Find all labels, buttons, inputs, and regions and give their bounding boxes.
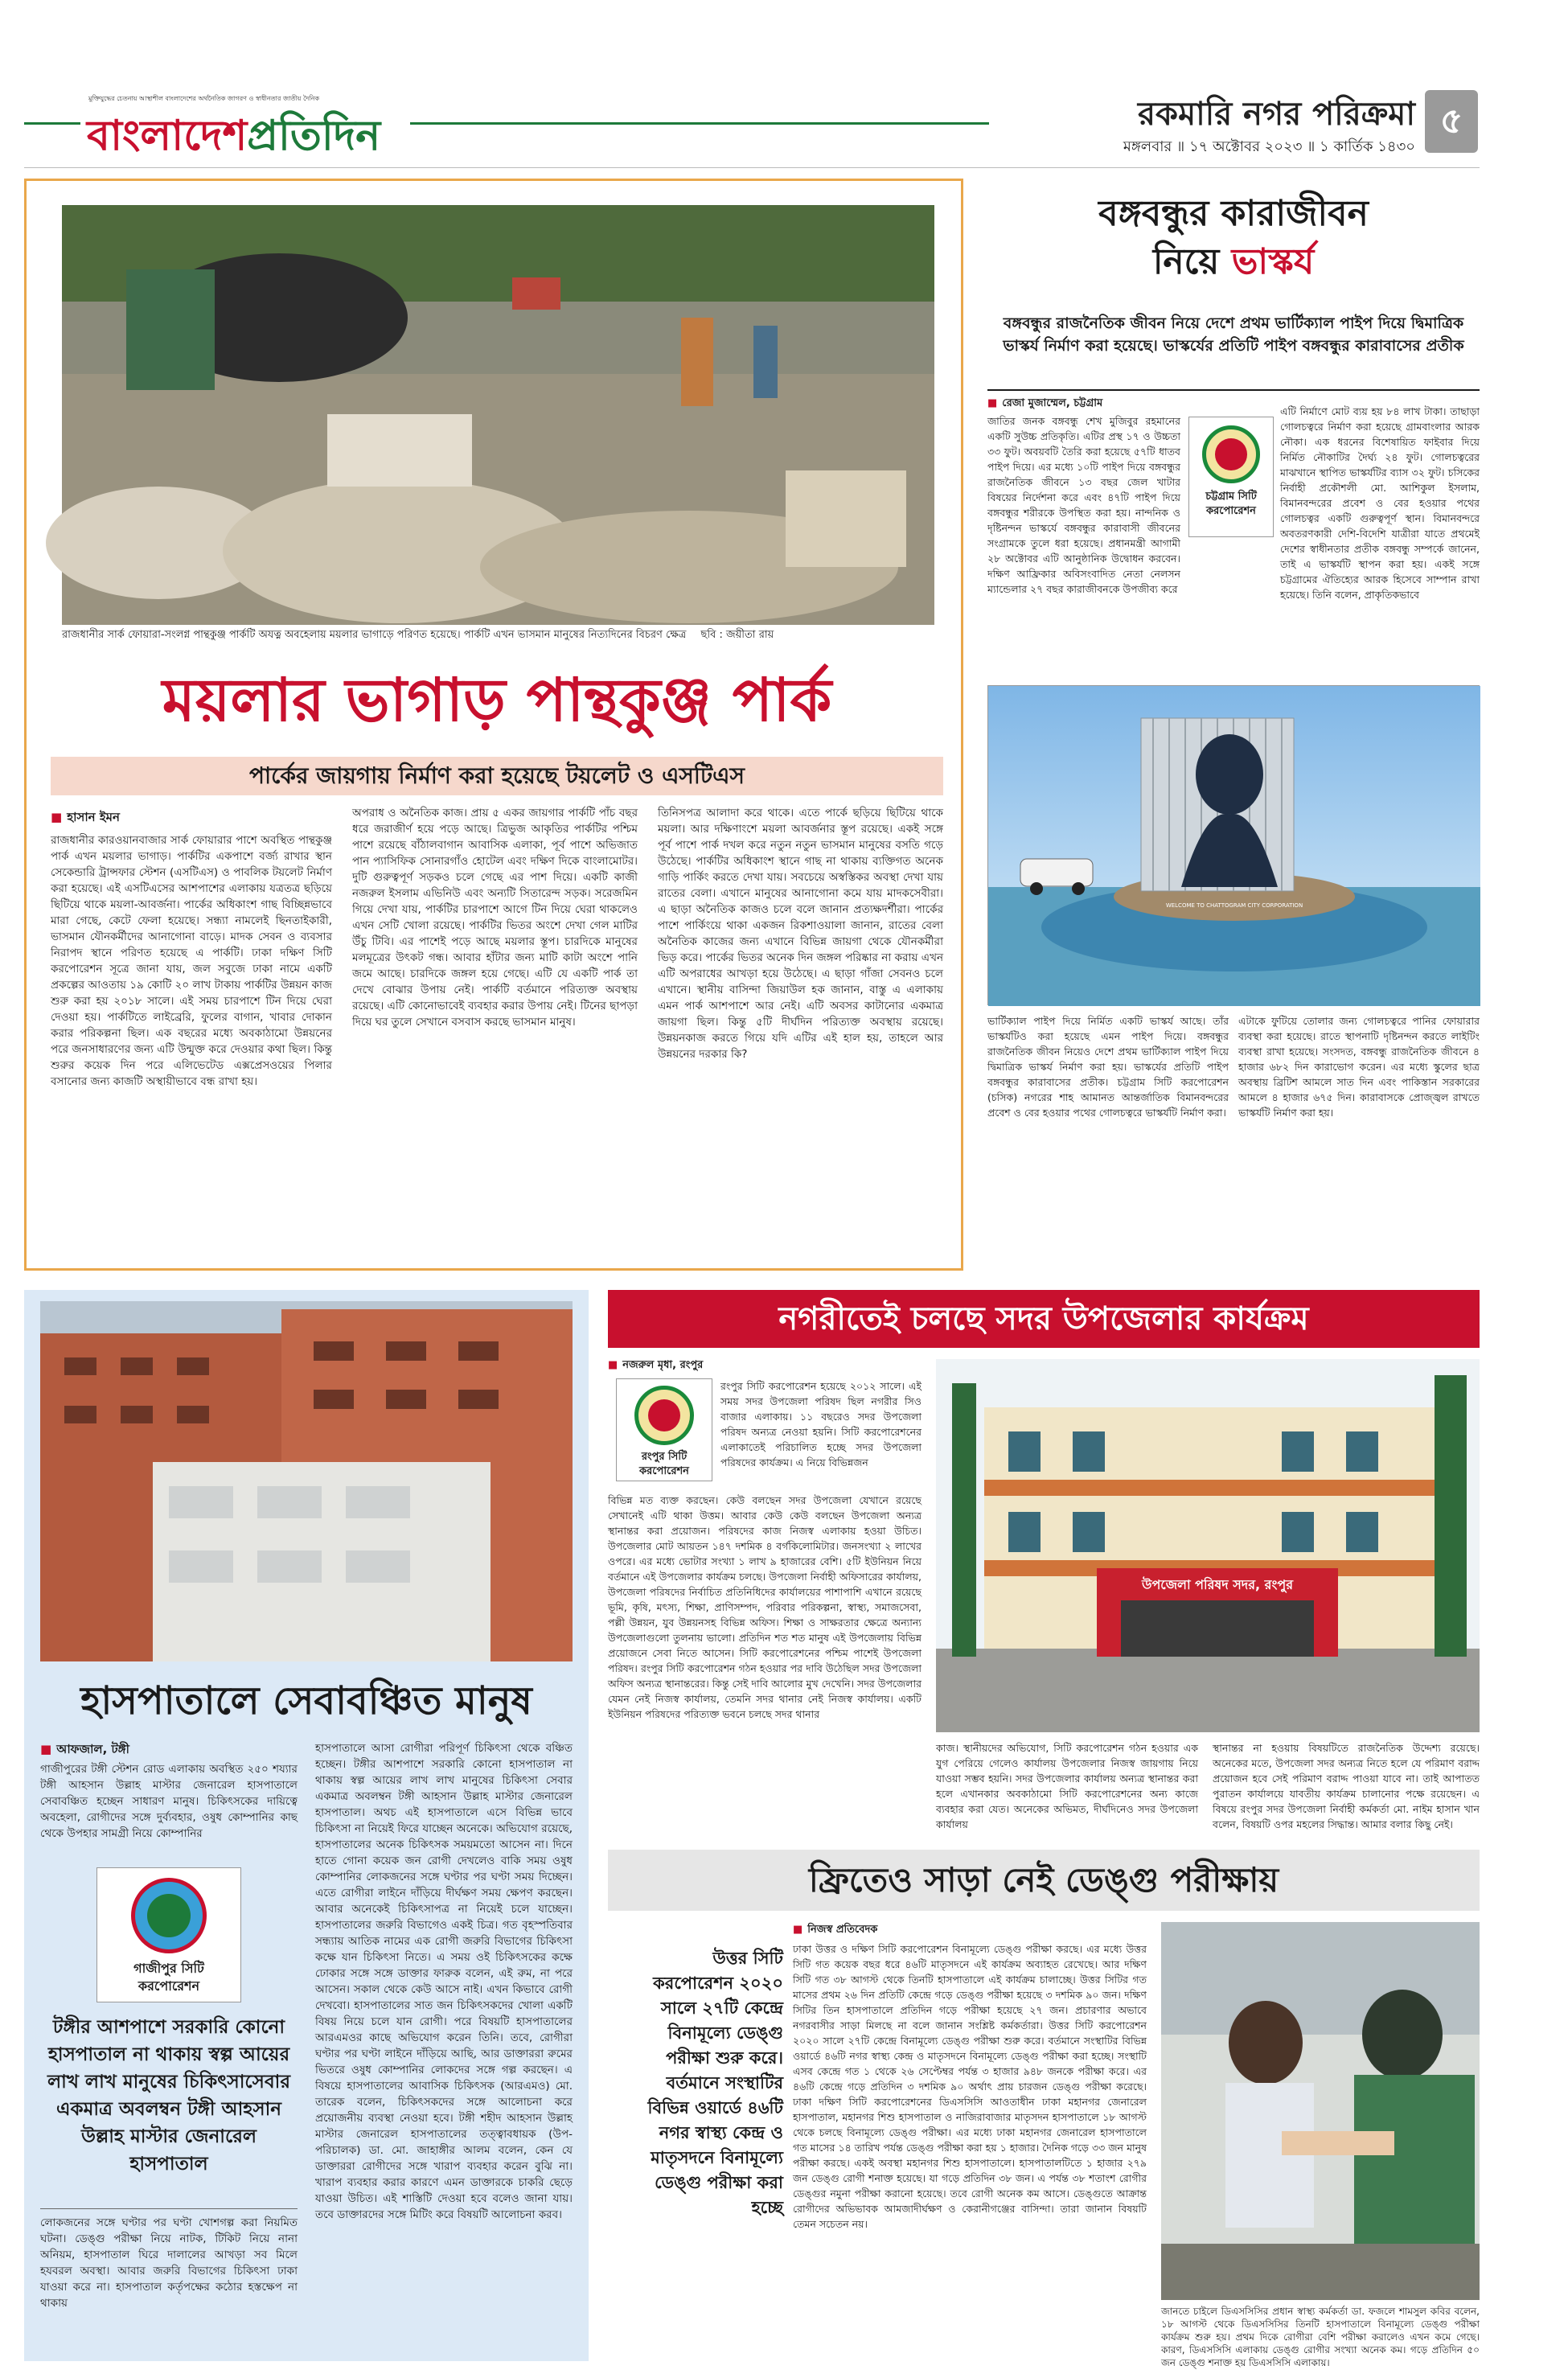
photo-credit: ছবি : জয়ীতা রায়	[700, 629, 774, 641]
dengue-photo-caption: জানতে চাইলে ডিএসসিসির প্রধান স্বাস্থ্য কর্মকর্তা ডা. ফজলে শামসুল কবির বলেন, ১৮ আগস্ট থেকে ডিএসসিসির তিনটি হাসপাতালে বিনামূল্যে ডেঙ্গু পরীক্ষা কার্যক্রম শুরু হয়। প্রথম দিকে রোগীরা বেশি পরীক্ষা করালেও এখন কমে গেছে। কারণ, ডিএসসিসি এলাকায় ডেঙ্গু রোগীর সংখ্যা অনেক কম। গড়ে প্রতিদিন ৫০ জন ডেঙ্গু শনাক্ত হয় ডিএসসিসি এলাকায়।	[1161, 2306, 1480, 2368]
byline-bullet: ■	[51, 810, 63, 824]
byline-bullet: ■	[608, 1359, 618, 1371]
dengue-byline	[793, 1922, 1034, 1939]
sculpture-column-3: ভার্টিক্যাল পাইপ দিয়ে নির্মিত একটি ভাস্কর্য আছে। তাঁর ভাস্কর্যটিও করা হয়েছে এমন পাইপ দিয়ে। বঙ্গবন্ধুর রাজনৈতিক জীবন নিয়েও দেশে প্রথম ভার্টিক্যাল পাইপ দিয়ে দ্বিমাত্রিক ভাস্কর্য নির্মাণ করা হয়। ভাস্কর্যের প্রতিটি পাইপ বঙ্গবন্ধুর কারাবাসের প্রতীক। চট্টগ্রাম সিটি করপোরেশন (চসিক) নগরের শাহ আমানত আন্তর্জাতিক বিমানবন্দরের প্রবেশ ও বের হওয়ার পথের গোলচত্বরে ভাস্কর্যটি নির্মাণ করা।	[987, 1015, 1229, 1119]
city-emblem-icon	[131, 1878, 207, 1953]
logo-part1: বাংলাদেশ	[87, 111, 248, 160]
park-author: হাসান ইমন	[67, 810, 120, 824]
caption-text: রাজধানীর সার্ক ফোয়ারা-সংলগ্ন পান্থকুঞ্জ পার্কটি অযত্ন অবহেলায় ময়লার ভাগাড়ে পরিণত হয়েছে। পার্কটি এখন ভাসমান মানুষের নিত্যদিনের বিচরণ ক্ষেত্র	[62, 629, 687, 641]
dengue-test-photo	[1161, 1922, 1480, 2300]
headline-word-bhaskorjo: ভাস্কর্য	[1231, 241, 1315, 282]
sculpture-byline	[987, 396, 1229, 413]
chattogram-city-logo	[1188, 417, 1274, 537]
sculpture-author: রেজা মুজাম্মেল, চট্টগ্রাম	[1002, 397, 1103, 409]
date-line: মঙ্গলবার ॥ ১৭ অক্টোবর ২০২৩ ॥ ১ কার্তিক ১৪৩০	[1123, 138, 1415, 155]
section-title: রকমারি নগর পরিক্রমা	[1137, 96, 1415, 133]
rangpur-logo-label: রংপুর সিটি করপোরেশন	[639, 1451, 689, 1477]
upazila-headline: নগরীতেই চলছে সদর উপজেলার কার্যক্রম	[778, 1300, 1309, 1337]
park-photo-caption	[62, 628, 934, 646]
dengue-photo-graphic	[1161, 1922, 1480, 2300]
park-column-2: অপরাধ ও অনৈতিক কাজ। প্রায় ৫ একর জায়গার পার্কটি পাঁচ বছর ধরে জরাজীর্ণ হয়ে পড়ে আছে। ত্রিভুজ আকৃতির পার্কটির পশ্চিম পাশে রয়েছে বাঁঠালবাগান আবাসিক এলাকা, পূর্ব পাশে অভিজাত পান প্যাসিফিক সোনারগাঁও হোটেল এবং দক্ষিণ দিকে বাংলামোটর। দুটি গুরুত্বপূর্ণ সড়কও চলে গেছে এর পাশ দিয়ে। একটি কাজী নজরুল ইসলাম এভিনিউ এবং অন্যটি সিতারেন্দ সড়ক। সরেজমিন গিয়ে দেখা যায়, পার্কটির চারপাশে আগে টিন দিয়ে ঘেরা থাকলেও এখন সেটি খোলা রয়েছে। পার্কটির ভিতর অংশে দেখা গেল মাটির উঁচু টিবি। এর পাশেই পড়ে আছে ময়লার স্তূপ। চারদিকে মানুষের মলমূত্রের উৎকট গন্ধ। আবার হাঁটার জন্য মাটি কাটা অংশে পানি জমে আছে। চারদিকে জঙ্গল হয়ে গেছে। এটি যে একটি পার্ক তা দেখে বোঝার উপায় নেই। পার্কটি বর্তমানে পরিত্যক্ত অবস্থায় রয়েছে। এটি কোনোভাবেই ব্যবহার করার উপায় নেই। টিনের ছাপড়া দিয়ে ঘর তুলে সেখানে বসবাস করছে ভাসমান মানুষ।	[352, 807, 638, 1029]
hospital-byline	[40, 1740, 298, 1760]
logo-part2: প্রতিদিন	[247, 111, 381, 160]
upazila-column-1: বিভিন্ন মত ব্যক্ত করছেন। কেউ বলছেন সদর উপজেলা যেখানে রয়েছে সেখানেই এটি থাকা উত্তম। আবার কেউ কেউ বলছেন উপজেলা অন্যত্র স্থানান্তর করা প্রয়োজন। পরিষদের কাজ নিজস্ব এলাকায় হওয়া উচিত। উপজেলার মোট আয়তন ১৪৭ দশমিক ৪ বর্গকিলোমিটার। জনসংখ্যা ২ লাখের ওপরে। এর মধ্যে ভোটার সংখ্যা ১ লাখ ৯ হাজারের বেশি। ৫টি ইউনিয়ন নিয়ে বর্তমানে এই উপজেলার কার্যক্রম চলছে। উপজেলা নির্বাহী অফিসারের কার্যালয়, উপজেলা পরিষদের নির্বাচিত প্রতিনিধিদের কার্যালয়ের পাশাপাশি এখানে রয়েছে ভূমি, কৃষি, মৎস্য, শিক্ষা, প্রাণিসম্পদ, পরিবার পরিকল্পনা, স্বাস্থ্য, সমাজসেবা, পল্লী উন্নয়ন, যুব উন্নয়নসহ বিভিন্ন অফিস। শিক্ষা ও সাক্ষরতার ক্ষেত্রে অন্যান্য উপজেলাগুলো তুলনায় ভালো। প্রতিদিন শত শত মানুষ এই উপজেলায় বিভিন্ন প্রয়োজনে সেবা নিতে আসেন। সিটি করপোরেশনের পশ্চিম পাশেই উপজেলা পরিষদ। রংপুর সিটি করপোরেশন গঠন হওয়ার পর দাবি উঠেছিল সদর উপজেলা অফিস অন্যত্র স্থানান্তরের। কিন্তু সেই দাবি আলোর মুখ দেখেনি। সদর উপজেলার যেমন নেই নিজস্ব কার্যালয়, তেমনি সদর থানার নেই নিজস্ব কার্যালয়। একটি ইউনিয়ন পরিষদের পরিত্যক্ত ভবনে চলছে সদর থানার	[608, 1494, 922, 1720]
article-sculpture	[987, 179, 1480, 1271]
sculpture-column-1: জাতির জনক বঙ্গবন্ধু শেখ মুজিবুর রহমানের একটি সুউচ্চ প্রতিকৃতি। এটির প্রস্থ ১৭ ও উচ্চতা ৩৩ ফুট। অবয়বটি তৈরি করা হয়েছে ৫৭টি ধাতব পাইপ দিয়ে। এর মধ্যে ১০টি পাইপ দিয়ে বঙ্গবন্ধুর রাজনৈতিক জীবনে ১৩ বছর জেল খাটার বিষয়ের নির্দেশনা করে এবং ৪৭টি পাইপ দিয়ে বঙ্গবন্ধুর শরীরকে উপস্থিত করা হয়। নান্দনিক ও দৃষ্টিনন্দন ভাস্কর্যে বঙ্গবন্ধুর কারাবাসী জীবনের সংগ্রামকে তুলে ধরা হয়েছে। প্রধানমন্ত্রী আগামী ২৮ অক্টোবর এটি আনুষ্ঠানিক উদ্বোধন করবেন। দক্ষিণ আফ্রিকার অবিসংবাদিত নেতা নেলসন ম্যান্ডেলার ২৭ বছর কারাজীবনকে উপজীব্য করে	[987, 415, 1180, 595]
article-upazila	[608, 1290, 1480, 1837]
park-column-3: তিনিসপত্র আলাদা করে থাকে। এতে পার্কে ছড়িয়ে ছিটিয়ে থাকে ময়লা। আর দক্ষিণাংশে ময়লা আবর্জনার স্তূপ রয়েছে। একই সঙ্গে পূর্ব পাশে পার্ক দখল করে নতুন নতুন ভাসমান মানুষের বসতি গড়ে উঠেছে। পার্কটির অধিকাংশ স্থানে গাছ না থাকায় ব্যক্তিগত অনেক গাড়ি পার্কিং করতে দেখা যায়। সবচেয়ে অস্বস্তিকর অবস্থা দেখা যায় রাতের বেলা। এখানে মানুষের আনাগোনা কমে যায় মাদকসেবীরা। এ ছাড়া অনৈতিক কাজও চলে বলে জানান প্রত্যক্ষদর্শীরা। পার্কের পাশে পার্কিংয়ে থাকা একজন রিকশাওয়ালা জানান, রাতের বেলা অনৈতিক কাজের জন্য এখানে বিভিন্ন জায়গা থেকে যৌনকর্মীরা ভিড় করে। পার্কের ভিতর অনেক দিন জঙ্গল পরিষ্কার না করায় এখন এটি অপরাধের আখড়া হয়ে উঠেছে। এ ছাড়া গাঁজা সেবনও চলে এখানে। স্থানীয় বাসিন্দা জিয়াউল হক জানান, বাস্তু এ এলাকায় এমন পার্ক আশপাশে আর নেই। এটি অবসর কাটানোর একমাত্র জায়গা ছিল। কিন্তু ৫টি দীর্ঘদিন পরিত্যক্ত অবস্থায় রয়েছে। উন্নয়নকাজ করতে গিয়ে যদি এটির এই হাল হয়, তাহলে আর উন্নয়নের দরকার কি?	[658, 807, 943, 1061]
park-garbage-photo	[62, 205, 934, 625]
byline-bullet: ■	[40, 1742, 52, 1756]
upazila-column-2: কাজ। স্থানীয়দের অভিযোগ, সিটি করপোরেশন গঠন হওয়ার এক যুগ পেরিয়ে গেলেও কার্যালয় উপজেলার নিজস্ব জায়গায় নিয়ে যাওয়া সম্ভব হয়নি। সদর উপজেলার কার্যালয় অন্যত্র স্থানান্তর করা হলে এখানকার অবকাঠামো সিটি করপোরেশনের অন্য কাজে ব্যবহার করা যেত। অনেকের অভিমত, দীর্ঘদিনেও সদর উপজেলা কার্যালয়	[936, 1742, 1198, 1830]
hospital-column-1-top: গাজীপুরের টঙ্গী স্টেশন রোড এলাকায় অবস্থিত ২৫০ শয্যার টঙ্গী আহসান উল্লাহ মাস্টার জেনারেল হাসপাতালে সেবাবঞ্চিত হচ্ছেন সাধারণ মানুষ। চিকিৎসকের দায়িত্বে অবহেলা, রোগীদের সঙ্গে দুর্ব্যবহার, ওষুধ কোম্পানির কাছ থেকে উপহার সামগ্রী নিয়ে কোম্পানির	[40, 1763, 298, 1840]
gazipur-logo-label: গাজীপুর সিটি করপোরেশন	[133, 1961, 204, 1994]
dengue-author: নিজস্ব প্রতিবেদক	[807, 1924, 878, 1936]
park-headline: ময়লার ভাগাড় পান্থকুঞ্জ পার্ক	[162, 666, 832, 735]
chattogram-logo-label: চট্টগ্রাম সিটি করপোরেশন	[1205, 491, 1257, 517]
page-number: ৫	[1439, 101, 1463, 142]
byline-bullet: ■	[987, 397, 998, 409]
sculpture-rendering-photo	[987, 685, 1480, 1005]
upazila-column-1-top: রংপুর সিটি করপোরেশন হয়েছে ২০১২ সালে। এই সময় সদর উপজেলা পরিষদ ছিল নগরীর সিও বাজার এলাকায়। ১১ বছরেও সদর উপজেলা পরিষদ অন্যত্র নেওয়া হয়নি। সিটি করপোরেশনের এলাকাতেই পরিচালিত হচ্ছে সদর উপজেলা পরিষদের কার্যক্রম। এ নিয়ে বিভিন্নজন	[720, 1380, 922, 1468]
hospital-pullquote: টঙ্গীর আশপাশে সরকারি কোনো হাসপাতাল না থাকায় স্বল্প আয়ের লাখ লাখ মানুষের চিকিৎসাসেবার একমাত্র অবলম্বন টঙ্গী আহসান উল্লাহ মাস্টার জেনারেল হাসপাতাল	[47, 2017, 290, 2175]
sculpture-intro: বঙ্গবন্ধুর রাজনৈতিক জীবন নিয়ে দেশে প্রথম ভার্টিক্যাল পাইপ দিয়ে দ্বিমাত্রিক ভাস্কর্য নির্মাণ করা হয়েছে। ভাস্কর্যের প্রতিটি পাইপ বঙ্গবন্ধুর কারাবাসের প্রতীক	[1003, 314, 1464, 355]
gazipur-city-logo	[96, 1867, 241, 2002]
city-emblem-icon	[1202, 425, 1260, 483]
hospital-building-photo	[40, 1301, 573, 1661]
hospital-headline: হাসপাতালে সেবাবঞ্চিত মানুষ	[80, 1678, 532, 1723]
park-byline	[51, 808, 308, 828]
park-subheadline: পার্কের জায়গায় নির্মাণ করা হয়েছে টয়লেট ও এসটিএস	[249, 762, 745, 789]
sculpture-column-4: এটাকে ফুটিয়ে তোলার জন্য গোলচত্বরে পানির ফোয়ারার ব্যবস্থা করা হয়েছে। রাতে স্থাপনাটি দৃষ্টিনন্দন করতে লাইটিং ব্যবস্থা রাখা হয়েছে। সংসদত, বঙ্গবন্ধু রাজনৈতিক জীবনে ৪ হাজার ৬৮২ দিন কারাভোগ করেন। এর মধ্যে স্কুলের ছাত্র অবস্থায় ব্রিটিশ আমলে সাত দিন এবং পাকিস্তান সরকারের আমলে ৪ হাজার ৬৭৫ দিন। কারাবাসকে প্রোজ্জ্বল রাখতে ভাস্কর্যটি নির্মাণ করা হয়।	[1238, 1015, 1480, 1119]
article-dengue	[608, 1850, 1480, 2368]
dengue-headline-band	[608, 1850, 1480, 1911]
upazila-byline	[608, 1357, 849, 1374]
masthead-rule-right	[410, 122, 989, 125]
upazila-photo-graphic	[936, 1359, 1480, 1732]
upazila-author: নজরুল মৃধা, রংপুর	[622, 1359, 704, 1371]
masthead	[0, 0, 1568, 169]
city-emblem-icon	[634, 1386, 694, 1445]
page-number-badge	[1425, 90, 1478, 153]
hospital-pullquote-rule	[40, 2208, 298, 2209]
masthead-tagline: মুক্তিযুদ্ধের চেতনায় আস্থাশীল বাংলাদেশের অর্থনৈতিক জাগরণ ও স্বাধীনতার জাতীয় দৈনিক	[88, 95, 320, 102]
byline-bullet: ■	[793, 1924, 803, 1936]
dengue-headline: ফ্রিতেও সাড়া নেই ডেঙ্গু পরীক্ষায়	[808, 1860, 1279, 1900]
dengue-pullquote: উত্তর সিটি করপোরেশন ২০২০ সালে ২৭টি কেন্দ্রে বিনামূল্যে ডেঙ্গু পরীক্ষা শুরু করে। বর্তমানে সংস্থাটির বিভিন্ন ওয়ার্ডে ৪৬টি নগর স্বাস্থ্য কেন্দ্র ও মাতৃসদনে বিনামূল্যে ডেঙ্গু পরীক্ষা করা হচ্ছে	[647, 1949, 783, 2217]
headline-word-niye: নিয়ে	[1152, 241, 1220, 282]
upazila-office-sign: উপজেলা পরিষদ সদর, রংপুর	[1141, 1577, 1293, 1592]
article-park	[24, 179, 963, 1271]
upazila-column-3: স্থানান্তর না হওয়ায় বিষয়টিতে রাজনৈতিক উদ্দেশ্য রয়েছে। অনেকের মতে, উপজেলা সদর অন্যত্র নিতে হলে যে পরিমাণ বরাদ্দ প্রয়োজন হবে সেই পরিমাণ বরাদ্দ পাওয়া যাবে না। তাই আপাতত পুরাতন কার্যালয়ে যাবতীয় কার্যক্রম চালানোর পক্ষে রয়েছেন। এ বিষয়ে রংপুর সদর উপজেলা নির্বাহী কর্মকর্তা মো. নাইম হাসান খান বলেন, বিষয়টি ওপর মহলের সিদ্ধান্ত। আমার বলার কিছু নেই।	[1213, 1742, 1480, 1830]
hospital-column-1-bottom: লোকজনের সঙ্গে ঘণ্টার পর ঘণ্টা খোশগল্প করা নিয়মিত ঘটনা। ডেঙ্গু পরীক্ষা নিয়ে নাটক, টিকিট নিয়ে নানা অনিয়ম, হাসপাতাল ঘিরে দালালের আখড়া সব মিলে হযবরল অবস্থা। আবার জরুরি বিভাগের চিকিৎসা ঢাকা যাওয়া করে না। হাসপাতাল কর্তৃপক্ষের কঠোর হস্তক্ষেপ না থাকায়	[40, 2216, 298, 2310]
article-hospital	[24, 1290, 589, 2361]
masthead-bottom-rule	[24, 167, 1480, 168]
upazila-headline-band	[608, 1290, 1480, 1348]
sculpture-column-2: এটি নির্মাণে মোট ব্যয় হয় ৮৪ লাখ টাকা। তাছাড়া গোলচত্বরে নির্মাণ করা হয়েছে গ্রামবাংলার আরক নৌকা। এক ধরনের বিশেষায়িত ফাইবার দিয়ে নির্মিত নৌকাটির দৈর্ঘ্য ২৪ ফুট। গোলচত্বরের মাঝখানে স্থাপিত ভাস্কর্যটির ব্যাস ৩২ ফুট। চসিকের নির্বাহী প্রকৌশলী মো. আশিকুল ইসলাম, বিমানবন্দরের প্রবেশ ও বের হওয়ার পথের গোলচত্বর একটি গুরুত্বপূর্ণ স্থান। বিমানবন্দরে অবতরণকারী দেশি-বিদেশি যাত্রীরা যাতে প্রথমেই দেশের স্বাধীনতার প্রতীক বঙ্গবন্ধু সম্পর্কে জানেন, তাই এ ভাস্কর্যটি স্থাপন করা হয়। একই সঙ্গে চট্টগ্রামের ঐতিহ্যের আরক হিসেবে সাম্পান রাখা হয়েছে। তিনি বলেন, প্রাকৃতিকভাবে	[1280, 405, 1480, 601]
sculpture-graphic	[988, 686, 1480, 1006]
masthead-rule	[24, 122, 80, 125]
sculpture-intro-rule	[987, 389, 1480, 391]
sculpture-welcome-sign: WELCOME TO CHATTOGRAM CITY CORPORATION	[1165, 902, 1303, 909]
hospital-column-2: হাসপাতালে আসা রোগীরা পরিপূর্ণ চিকিৎসা থেকে বঞ্চিত হচ্ছেন। টঙ্গীর আশপাশে সরকারি কোনো হাসপাতাল না থাকায় স্বল্প আয়ের লাখ লাখ মানুষের চিকিৎসা সেবার একমাত্র অবলম্বন টঙ্গী আহসান উল্লাহ মাস্টার জেনারেল হাসপাতাল। অথচ এই হাসপাতালে এসে বিভিন্ন ভাবে চিকিৎসা না নিয়েই ফিরে যাচ্ছেন অনেকে। অভিযোগ রয়েছে, হাসপাতালের অনেক চিকিৎসক সময়মতো আসেন না। দিনে হাতে গোনা কয়েক জন রোগী দেখলেও বাকি সময় ওষুধ কোম্পানির লোকজনের সঙ্গে ঘণ্টার পর ঘণ্টা সময় দিচ্ছেন। এতে রোগীরা লাইনে দাঁড়িয়ে দীর্ঘক্ষণ সময় ক্ষেপণ করছেন। আবার অনেকেই চিকিৎসাপত্র না নিয়েই চলে যাচ্ছেন। হাসপাতালের জরুরি বিভাগেও একই চিত্র। গত বৃহস্পতিবার সন্ধ্যায় আতিক নামের এক রোগী জরুরি বিভাগের চিকিৎসা কক্ষে যান চিকিৎসা নিতে। এ সময় ওই চিকিৎসকের কক্ষে ঢোকার সঙ্গে সঙ্গে ডাক্তার ফারুক বলেন, এই রুম, না পরে আসেন। সকাল থেকে কেউ আসে নাই। এখন কিভাবে রোগী দেখবো। হাসপাতালের সাত জন চিকিৎসকদের খোলা একটি বিষয় নিয়ে চলে যান রোগী। পরে বিষয়টি হাসপাতালের আরএমওর কাছে অভিযোগ করেন তিনি। তবে, রোগীরা ঘণ্টার পর ঘণ্টা লাইনে দাঁড়িয়ে আছি, আর ডাক্তাররা রুমের ভিতরে ওষুধ কোম্পানির লোকদের সঙ্গে গল্প করছেন। এ বিষয়ে হাসপাতালের আবাসিক চিকিৎসক (আরএমও) মো. তারেক বলেন, চিকিৎসকদের সঙ্গে আলোচনা করে প্রয়োজনীয় ব্যবস্থা নেওয়া হবে। টঙ্গী শহীদ আহসান উল্লাহ মাস্টার জেনারেল হাসপাতালের তত্ত্বাবধায়ক (উপ-পরিচালক) ডা. মো. জাহাঙ্গীর আলম বলেন, কেন যে ডাক্তাররা রোগীদের সঙ্গে খারাপ ব্যবহার করেন বুঝি না। খারাপ ব্যবহার করার কারণে এমন ডাক্তারকে চাকরি ছেড়ে যাওয়া উচিত। এই শাস্তিটি দেওয়া হবে বলেও জানা যায়। তবে ডাক্তারদের সঙ্গে মিটিং করে বিষয়টি আলোচনা করব।	[315, 1742, 573, 2221]
hospital-author: আফজাল, টঙ্গী	[56, 1742, 129, 1756]
park-photo-graphic	[62, 205, 934, 625]
park-subheadline-band	[51, 757, 943, 795]
sculpture-headline-line1: বঙ্গবন্ধুর কারাজীবন	[1098, 193, 1369, 234]
rangpur-city-logo	[616, 1378, 712, 1481]
hospital-photo-graphic	[40, 1301, 573, 1661]
upazila-office-photo	[936, 1359, 1480, 1732]
sculpture-headline-line2	[987, 238, 1480, 286]
dengue-body: ঢাকা উত্তর ও দক্ষিণ সিটি করপোরেশন বিনামূল্যে ডেঙ্গু পরীক্ষা করছে। এর মধ্যে উত্তর সিটি গত কয়েক বছর ধরে ৪৬টি মাতৃসদনে এই কার্যক্রম অব্যাহত রেখেছে। আর দক্ষিণ সিটি গত ৩৮ আগস্ট থেকে তিনটি হাসপাতালে এই কার্যক্রম চালাচ্ছে। উত্তর সিটির গত মাসের প্রথম ২৬ দিন প্রতিটি কেন্দ্রে গড়ে ডেঙ্গু পরীক্ষা হয়েছে ৩ দশমিক ৯০ জন। দক্ষিণ সিটির তিন হাসপাতালে প্রতিদিন গড়ে পরীক্ষা হয়েছে ২৭ জন। প্রচারণার অভাবে নগরবাসীর সাড়া মিলছে না বলে জানান সংশ্লিষ্ট কর্মকর্তারা। উত্তর সিটি করপোরেশন ২০২০ সালে ২৭টি কেন্দ্রে বিনামূল্যে ডেঙ্গু পরীক্ষা শুরু করে। বর্তমানে সংস্থাটির বিভিন্ন ওয়ার্ডে ৪৬টি নগর স্বাস্থ্য কেন্দ্র ও মাতৃসদনে বিনামূল্যে ডেঙ্গু পরীক্ষা করা হচ্ছে। সংস্থাটি এসব কেন্দ্রে গত ১ থেকে ২৬ সেপ্টেম্বর পর্যন্ত ৩ হাজার ৯৪৮ জনকে পরীক্ষা করে। এর ৪৬টি কেন্দ্রে গড়ে প্রতিদিন ৩ দশমিক ৯০ অর্থাৎ প্রায় চারজন ডেঙ্গু পরীক্ষা করেছে। ঢাকা দক্ষিণ সিটি করপোরেশনের ডিএসসিসি আওতাধীন ঢাকা মহানগর জেনারেল হাসপাতাল, মহানগর শিশু হাসপাতাল ও নাজিরাবাজার মাতৃসদন হাসপাতালে ১৮ আগস্ট থেকে চলছে বিনামূল্যে ডেঙ্গু পরীক্ষা। এর মধ্যে ঢাকা মহানগর জেনারেল হাসপাতালে গত মাসের ১৪ তারিখ পর্যন্ত ডেঙ্গু পরীক্ষা করা হয় ১ হাজার। দৈনিক গড়ে ৩৩ জন মানুষ পরীক্ষা করছে। একই অবস্থা মহানগর শিশু হাসপাতালে। হাসপাতালটিতে ১ হাজার ২৭৯ জন ডেঙ্গু রোগী শনাক্ত হয়েছে। যা গড়ে প্রতিদিন ৩৮ জন। এ পর্যন্ত ৩৮ শতাংশ রোগীর ডেঙ্গুর নমুনা পরীক্ষা করানো হয়েছে। তবে রোগী অনেক কম আসে। ডেঙ্গুতে আক্রান্ত রোগীদের অভিভাবক আমজাদীর্ঘক্ষণ ও কেরানীগঞ্জের বাসিন্দা। তারা জানান বিষয়টি তেমন সচেতন নয়।	[793, 1943, 1147, 2230]
park-column-1: রাজধানীর কারওয়ানবাজার সার্ক ফোয়ারার পাশে অবস্থিত পান্থকুঞ্জ পার্ক এখন ময়লার ভাগাড়। পার্কটির একপাশে বর্জ্য রাখার স্থান সেকেন্ডারি ট্রান্সফার স্টেশন (এসটিএস) ও পাবলিক টয়লেট নির্মাণ করা হয়েছে। এই এসটিএসের আশপাশের এলাকায় যত্রতত্র ছড়িয়ে ছিটিয়ে থাকে ময়লা-আবর্জনা। পার্কের অধিকাংশ গাছ বিচ্ছিন্নভাবে মারা গেছে, কেটে ফেলা হয়েছে। সন্ধ্যা নামলেই ছিনতাইকারী, ভাসমান যৌনকর্মীদের আনাগোনা বাড়ে। মাদক সেবন ও ব্যবসার নিরাপদ স্থানে পরিণত হয়েছে এ পার্কটি। ঢাকা দক্ষিণ সিটি করপোরেশন সূত্রে জানা যায়, জল সবুজে ঢাকা নামে একটি প্রকল্পের আওতায় ১৯ কোটি ২০ লাখ টাকায় পার্কটির উন্নয়ন কাজ শুরু করা হয় ২০১৮ সালে। এই সময় চারপাশে টিন দিয়ে ঘেরা দেওয়া হয়। পার্কটিতে লাইব্রেরি, ফুলের বাগান, খাবার দোকান করার পরিকল্পনা ছিল। এক বছরের মধ্যে অবকাঠামো উন্নয়নের পরে জনসাধারণের জন্য এটি উন্মুক্ত করে দেওয়ার কথা ছিল। কিন্তু শুরুর কয়েক দিন পরে এলিভেটেড এক্সপ্রেসওয়ের পিলার বসানোর জন্য কাজটি অস্থায়ীভাবে বন্ধ রাখা হয়।	[51, 834, 332, 1088]
newspaper-logo	[87, 103, 380, 161]
